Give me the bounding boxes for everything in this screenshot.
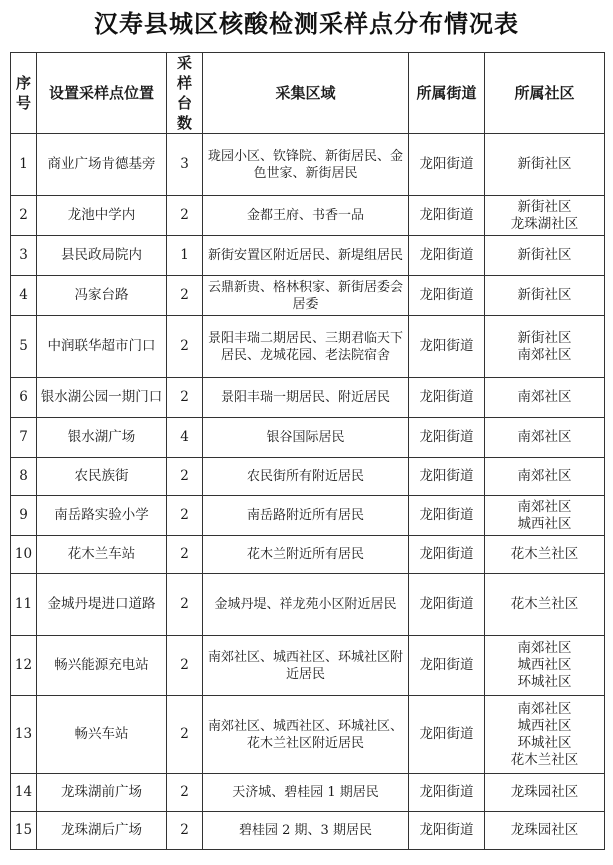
cell-count: 2	[167, 496, 203, 536]
table-row	[11, 812, 605, 850]
cell-area: 银谷国际居民	[203, 418, 409, 458]
table-row	[11, 276, 605, 316]
table-row	[11, 378, 605, 418]
cell-location: 畅兴车站	[37, 696, 167, 774]
table-row	[11, 774, 605, 812]
cell-community	[485, 196, 605, 236]
cell-street: 龙阳街道	[409, 636, 485, 696]
cell-location: 中润联华超市门口	[37, 316, 167, 378]
community-name: 环城社区	[517, 734, 572, 751]
sampling-sites-table	[10, 52, 605, 850]
cell-count: 2	[167, 458, 203, 496]
cell-street: 龙阳街道	[409, 276, 485, 316]
cell-area: 新街安置区附近居民、新堤组居民	[203, 236, 409, 276]
cell-community	[485, 316, 605, 378]
cell-count: 3	[167, 134, 203, 196]
cell-area: 金都王府、书香一品	[203, 196, 409, 236]
cell-street: 龙阳街道	[409, 536, 485, 574]
cell-index: 14	[11, 774, 37, 812]
cell-location: 商业广场肯德基旁	[37, 134, 167, 196]
community-name: 新街社区	[517, 198, 572, 215]
cell-location: 农民族街	[37, 458, 167, 496]
cell-community	[485, 574, 605, 636]
cell-index: 6	[11, 378, 37, 418]
cell-area: 天济城、碧桂园 1 期居民	[203, 774, 409, 812]
cell-count: 2	[167, 574, 203, 636]
cell-community	[485, 134, 605, 196]
cell-community	[485, 812, 605, 850]
table-row	[11, 196, 605, 236]
page-title: 汉寿县城区核酸检测采样点分布情况表	[94, 10, 519, 38]
community-name: 新街社区	[517, 156, 572, 172]
cell-street: 龙阳街道	[409, 774, 485, 812]
header-location: 设置采样点位置	[37, 53, 167, 134]
cell-street: 龙阳街道	[409, 196, 485, 236]
header-street: 所属街道	[409, 53, 485, 134]
cell-count: 2	[167, 636, 203, 696]
community-name: 新街社区	[517, 329, 572, 346]
community-name: 龙珠湖社区	[510, 215, 579, 232]
community-name: 花木兰社区	[510, 546, 579, 562]
header-count: 采样台数	[167, 53, 203, 134]
community-name: 龙珠园社区	[510, 822, 579, 838]
table-row	[11, 458, 605, 496]
cell-area: 南岳路附近所有居民	[203, 496, 409, 536]
community-name: 花木兰社区	[510, 751, 579, 768]
cell-location: 金城丹堤进口道路	[37, 574, 167, 636]
cell-area: 景阳丰瑞二期居民、三期君临天下居民、龙城花园、老法院宿舍	[203, 316, 409, 378]
community-name: 环城社区	[517, 674, 572, 690]
cell-index: 12	[11, 636, 37, 696]
cell-area: 云鼎新贵、格林积家、新街居委会居委	[203, 276, 409, 316]
cell-count: 2	[167, 378, 203, 418]
community-name: 南郊社区	[517, 700, 572, 717]
cell-area: 珑园小区、钦锋院、新街居民、金色世家、新街居民	[203, 134, 409, 196]
cell-community	[485, 536, 605, 574]
community-name: 南郊社区	[517, 429, 572, 445]
cell-street: 龙阳街道	[409, 696, 485, 774]
community-name: 南郊社区	[517, 640, 572, 656]
cell-area: 农民街所有附近居民	[203, 458, 409, 496]
table-row	[11, 316, 605, 378]
cell-count: 2	[167, 812, 203, 850]
cell-area: 碧桂园 2 期、3 期居民	[203, 812, 409, 850]
community-name: 南郊社区	[517, 346, 572, 363]
cell-location: 畅兴能源充电站	[37, 636, 167, 696]
community-name: 新街社区	[517, 287, 572, 303]
cell-street: 龙阳街道	[409, 496, 485, 536]
cell-location: 南岳路实验小学	[37, 496, 167, 536]
cell-area: 花木兰附近所有居民	[203, 536, 409, 574]
cell-count: 2	[167, 536, 203, 574]
community-name: 城西社区	[517, 657, 572, 673]
cell-community	[485, 276, 605, 316]
cell-area: 金城丹堤、祥龙苑小区附近居民	[203, 574, 409, 636]
cell-street: 龙阳街道	[409, 236, 485, 276]
cell-count: 2	[167, 696, 203, 774]
cell-community	[485, 378, 605, 418]
cell-location: 龙珠湖前广场	[37, 774, 167, 812]
cell-index: 2	[11, 196, 37, 236]
cell-location: 县民政局院内	[37, 236, 167, 276]
table-row	[11, 636, 605, 696]
cell-street: 龙阳街道	[409, 418, 485, 458]
cell-street: 龙阳街道	[409, 378, 485, 418]
cell-index: 1	[11, 134, 37, 196]
cell-count: 4	[167, 418, 203, 458]
cell-location: 龙珠湖后广场	[37, 812, 167, 850]
community-name: 城西社区	[517, 717, 572, 734]
header-area: 采集区域	[203, 53, 409, 134]
header-community: 所属社区	[485, 53, 605, 134]
cell-community	[485, 496, 605, 536]
cell-community	[485, 774, 605, 812]
cell-count: 2	[167, 276, 203, 316]
community-name: 新街社区	[517, 247, 572, 263]
cell-community	[485, 696, 605, 774]
community-name: 南郊社区	[517, 498, 572, 515]
cell-location: 龙池中学内	[37, 196, 167, 236]
table-row	[11, 536, 605, 574]
cell-index: 5	[11, 316, 37, 378]
table-row	[11, 134, 605, 196]
table-row	[11, 236, 605, 276]
cell-location: 银水湖公园一期门口	[37, 378, 167, 418]
cell-count: 1	[167, 236, 203, 276]
cell-index: 15	[11, 812, 37, 850]
cell-street: 龙阳街道	[409, 316, 485, 378]
cell-index: 8	[11, 458, 37, 496]
community-name: 南郊社区	[517, 468, 572, 484]
cell-street: 龙阳街道	[409, 574, 485, 636]
cell-count: 2	[167, 196, 203, 236]
cell-count: 2	[167, 774, 203, 812]
header-index: 序号	[11, 53, 37, 134]
cell-location: 冯家台路	[37, 276, 167, 316]
community-name: 南郊社区	[517, 389, 572, 405]
cell-street: 龙阳街道	[409, 812, 485, 850]
cell-index: 10	[11, 536, 37, 574]
cell-index: 3	[11, 236, 37, 276]
table-row	[11, 418, 605, 458]
cell-area: 南郊社区、城西社区、环城社区附近居民	[203, 636, 409, 696]
table-row	[11, 696, 605, 774]
table-row	[11, 574, 605, 636]
cell-community	[485, 636, 605, 696]
cell-street: 龙阳街道	[409, 458, 485, 496]
cell-street: 龙阳街道	[409, 134, 485, 196]
cell-location: 花木兰车站	[37, 536, 167, 574]
cell-index: 7	[11, 418, 37, 458]
cell-community	[485, 458, 605, 496]
cell-community	[485, 236, 605, 276]
cell-index: 13	[11, 696, 37, 774]
cell-area: 南郊社区、城西社区、环城社区、花木兰社区附近居民	[203, 696, 409, 774]
cell-index: 4	[11, 276, 37, 316]
cell-count: 2	[167, 316, 203, 378]
community-name: 城西社区	[517, 515, 572, 532]
cell-area: 景阳丰瑞一期居民、附近居民	[203, 378, 409, 418]
cell-index: 9	[11, 496, 37, 536]
community-name: 龙珠园社区	[510, 784, 579, 800]
table-header-row	[11, 53, 605, 134]
cell-location: 银水湖广场	[37, 418, 167, 458]
table-row	[11, 496, 605, 536]
community-name: 花木兰社区	[510, 596, 579, 612]
cell-index: 11	[11, 574, 37, 636]
cell-community	[485, 418, 605, 458]
